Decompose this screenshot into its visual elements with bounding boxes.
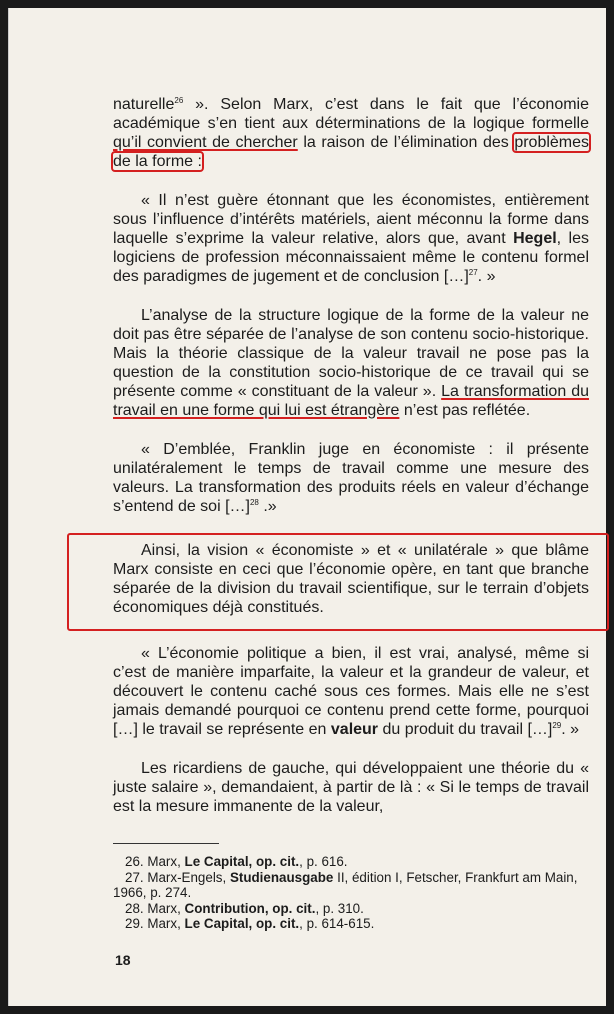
- footnote-text: II, édition I, Fetscher, Frankfurt am Main, 1966, p. 274.: [113, 869, 578, 900]
- text-run: Ainsi, la vision « économiste » et « unilatérale » que blâme Marx consiste en ceci que l’économie opère, en tant que branche séparée de la division du travail scientifique, sur le terrain d’objets économiques déjà constitués.: [113, 542, 589, 616]
- underlined-phrase: qu’il convient de chercher: [113, 134, 298, 151]
- text-run: n’est pas reflétée.: [399, 402, 531, 419]
- text-run: . »: [561, 721, 580, 738]
- body-text: [113, 95, 589, 816]
- page-number: 18: [115, 952, 131, 968]
- footnote-ref: 26: [174, 96, 184, 105]
- book-page: [8, 8, 606, 1006]
- footnote-26: [113, 854, 593, 870]
- footnote-text: 27. Marx-Engels,: [125, 869, 230, 885]
- bold-term: valeur: [330, 721, 379, 738]
- footnote-text: 29. Marx,: [125, 916, 185, 931]
- footnote-ref: 28: [249, 498, 259, 507]
- footnote-rule: [113, 843, 219, 844]
- text-run: « L’économie politique a bien, il est vrai, analysé, même si c’est de manière imparfaite, la valeur et la grandeur de valeur, et découvert le contenu caché sous ces formes. Mais elle ne s’est jamais demandé pourquoi ce contenu prend cette forme, pourquoi […] le travail se représente en: [113, 645, 589, 738]
- footnotes: [113, 854, 593, 932]
- boxed-paragraph-3: [113, 541, 589, 617]
- text-run: L’analyse de la structure logique de la forme de la valeur ne doit pas être séparée de l’analyse de son contenu socio-historique. Mais la théorie classique de la valeur travail ne pose pas la question de la constitution socio-historique de ce travail qui se présente comme « constituant de la valeur ».: [113, 307, 589, 400]
- text-run: naturelle: [113, 96, 175, 113]
- text-run: la raison de l’élimination des: [297, 134, 515, 151]
- paragraph-2: [113, 306, 589, 420]
- footnote-28: [113, 901, 593, 917]
- footnote-ref: 29: [552, 721, 562, 730]
- footnote-text: 26. Marx,: [125, 854, 185, 869]
- boxed-phrase: problèmes de la forme :: [113, 134, 590, 170]
- footnote-text: , p. 614-615.: [299, 916, 375, 931]
- quote-1: [113, 191, 589, 286]
- bold-term: Hegel: [513, 230, 557, 247]
- text-run: « D’emblée, Franklin juge en économiste : il présente unilatéralement le temps de travail comme une mesure des valeurs. La transformation des produits réels en valeur d’échange s’entend de soi […]: [113, 441, 589, 515]
- footnote-ref: 27: [468, 268, 478, 277]
- footnote-29: [113, 916, 593, 932]
- footnote-title: Le Capital, op. cit.: [184, 854, 300, 869]
- footnote-title: Contribution, op. cit.: [184, 900, 316, 916]
- paragraph-1: [113, 95, 589, 171]
- footnote-text: , p. 310.: [315, 900, 364, 916]
- text-run: ». Selon Marx, c’est dans le fait que l’économie académique s’en tient aux déterminations de la logique formelle: [113, 96, 589, 132]
- quote-2: [113, 440, 589, 516]
- footnote-title: Le Capital, op. cit.: [184, 916, 300, 931]
- text-run: du produit du travail […]: [378, 721, 553, 738]
- text-run: « Il n’est guère étonnant que les économistes, entièrement sous l’influence d’intérêts matériels, aient méconnu la forme dans laquelle s’exprime la valeur relative, alors que, avant: [113, 192, 589, 247]
- footnote-text: 28. Marx,: [125, 900, 185, 916]
- text-run: , les logiciens de profession méconnaissaient même le contenu formel des paradigmes de jugement et de conclusion […]: [113, 230, 590, 285]
- footnote-title: Studienausgabe: [229, 869, 334, 885]
- footnote-text: , p. 616.: [299, 854, 348, 869]
- footnote-27: [113, 870, 593, 901]
- text-run: . »: [477, 268, 496, 285]
- paragraph-4: [113, 759, 589, 816]
- underlined-phrase: La transformation du travail en une forme qui lui est étrangère: [113, 383, 590, 419]
- quote-3: [113, 644, 589, 739]
- text-run: .»: [258, 498, 277, 515]
- text-run: Les ricardiens de gauche, qui développaient une théorie du « juste salaire », demandaient, à partir de là : « Si le temps de travail est la mesure immanente de la valeur,: [113, 760, 589, 815]
